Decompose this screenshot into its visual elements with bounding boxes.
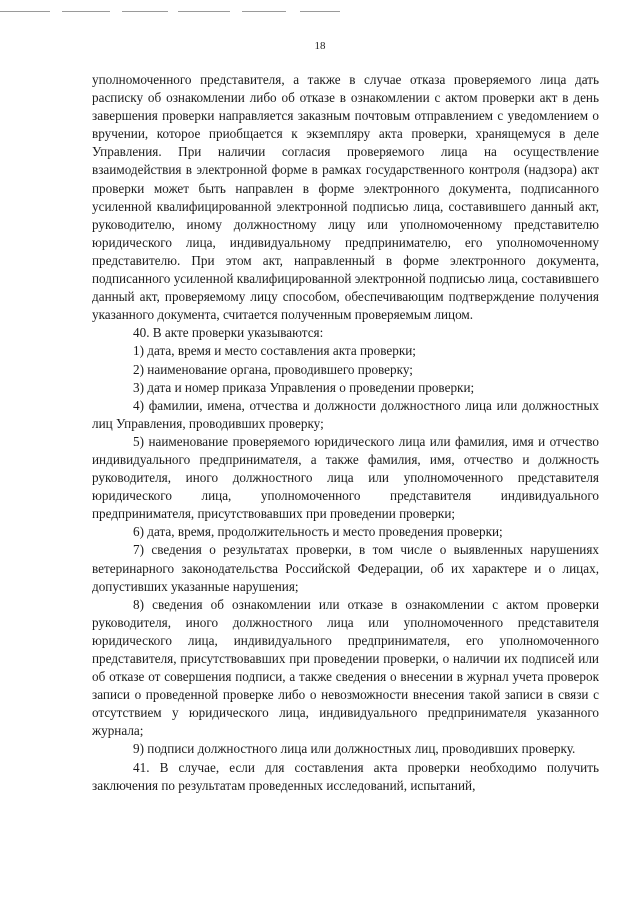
paragraph: уполномоченного представителя, а также в случае отказа проверяемого лица дать расписку об ознакомлении либо об отказе в ознакомлении с актом проверки акт в день завершения проверки направляется заказным почтовым отправлением с уведомлением о вручении, которое приобщается к экземпляру акта проверки, хранящемуся в деле Управления. При наличии согласия проверяемого лица на осуществление взаимодействия в электронной форме в рамках государственного контроля (надзора) акт проверки может быть направлен в форме электронного документа, подписанного усиленной квалифицированной электронной подписью лица, составившего данный акт, руководителю, иному должностному лицу или уполномоченному представителю юридического лица, индивидуальному предпринимателю, его уполномоченному представителю. При этом акт, направленный в форме электронного документа, подписанного усиленной квалифицированной электронной подписью лица, составившего данный акт, проверяемому лицу способом, обеспечивающим подтверждение получения указанного документа, считается полученным проверяемым лицом. — [92, 72, 599, 323]
paragraph: 6) дата, время, продолжительность и место проведения проверки; — [133, 524, 503, 540]
header-rule — [0, 8, 640, 16]
paragraph: 2) наименование органа, проводившего проверку; — [133, 361, 413, 377]
paragraph: 1) дата, время и место составления акта проверки; — [133, 343, 416, 359]
paragraph: 4) фамилии, имена, отчества и должности должностного лица или должностных лиц Управления, проводивших проверку; — [92, 397, 599, 431]
paragraph: 5) наименование проверяемого юридического лица или фамилия, имя и отчество индивидуального предпринимателя, а также фамилия, имя, отчество и должность руководителя, иного должностного лица или уполномоченного представителя юридического лица, уполномоченного представителя индивидуального предпринимателя, присутствовавших при проведении проверки; — [92, 433, 599, 522]
paragraph: 41. В случае, если для составления акта проверки необходимо получить заключения по результатам проведенных исследований, испытаний, — [92, 759, 599, 793]
document-body — [92, 71, 599, 795]
paragraph: 8) сведения об ознакомлении или отказе в ознакомлении с актом проверки руководителя, иного должностного лица или уполномоченного представителя юридического лица, индивидуального предпринимателя, его уполномоченного представителя, присутствовавших при проведении проверки, о наличии их подписей или об отказе от совершения подписи, а также сведения о внесении в журнал учета проверок записи о проведенной проверке либо о невозможности внесения такой записи в связи с отсутствием у юридического лица, индивидуального предпринимателя указанного журнала; — [92, 596, 599, 739]
paragraph: 9) подписи должностного лица или должностных лиц, проводивших проверку. — [133, 741, 576, 757]
paragraph: 3) дата и номер приказа Управления о проведении проверки; — [133, 379, 475, 395]
paragraph: 40. В акте проверки указываются: — [133, 325, 324, 341]
page-number: 18 — [314, 40, 326, 52]
paragraph: 7) сведения о результатах проверки, в том числе о выявленных нарушениях ветеринарного законодательства Российской Федерации, об их характере и о лицах, допустивших указанные нарушения; — [92, 542, 599, 594]
